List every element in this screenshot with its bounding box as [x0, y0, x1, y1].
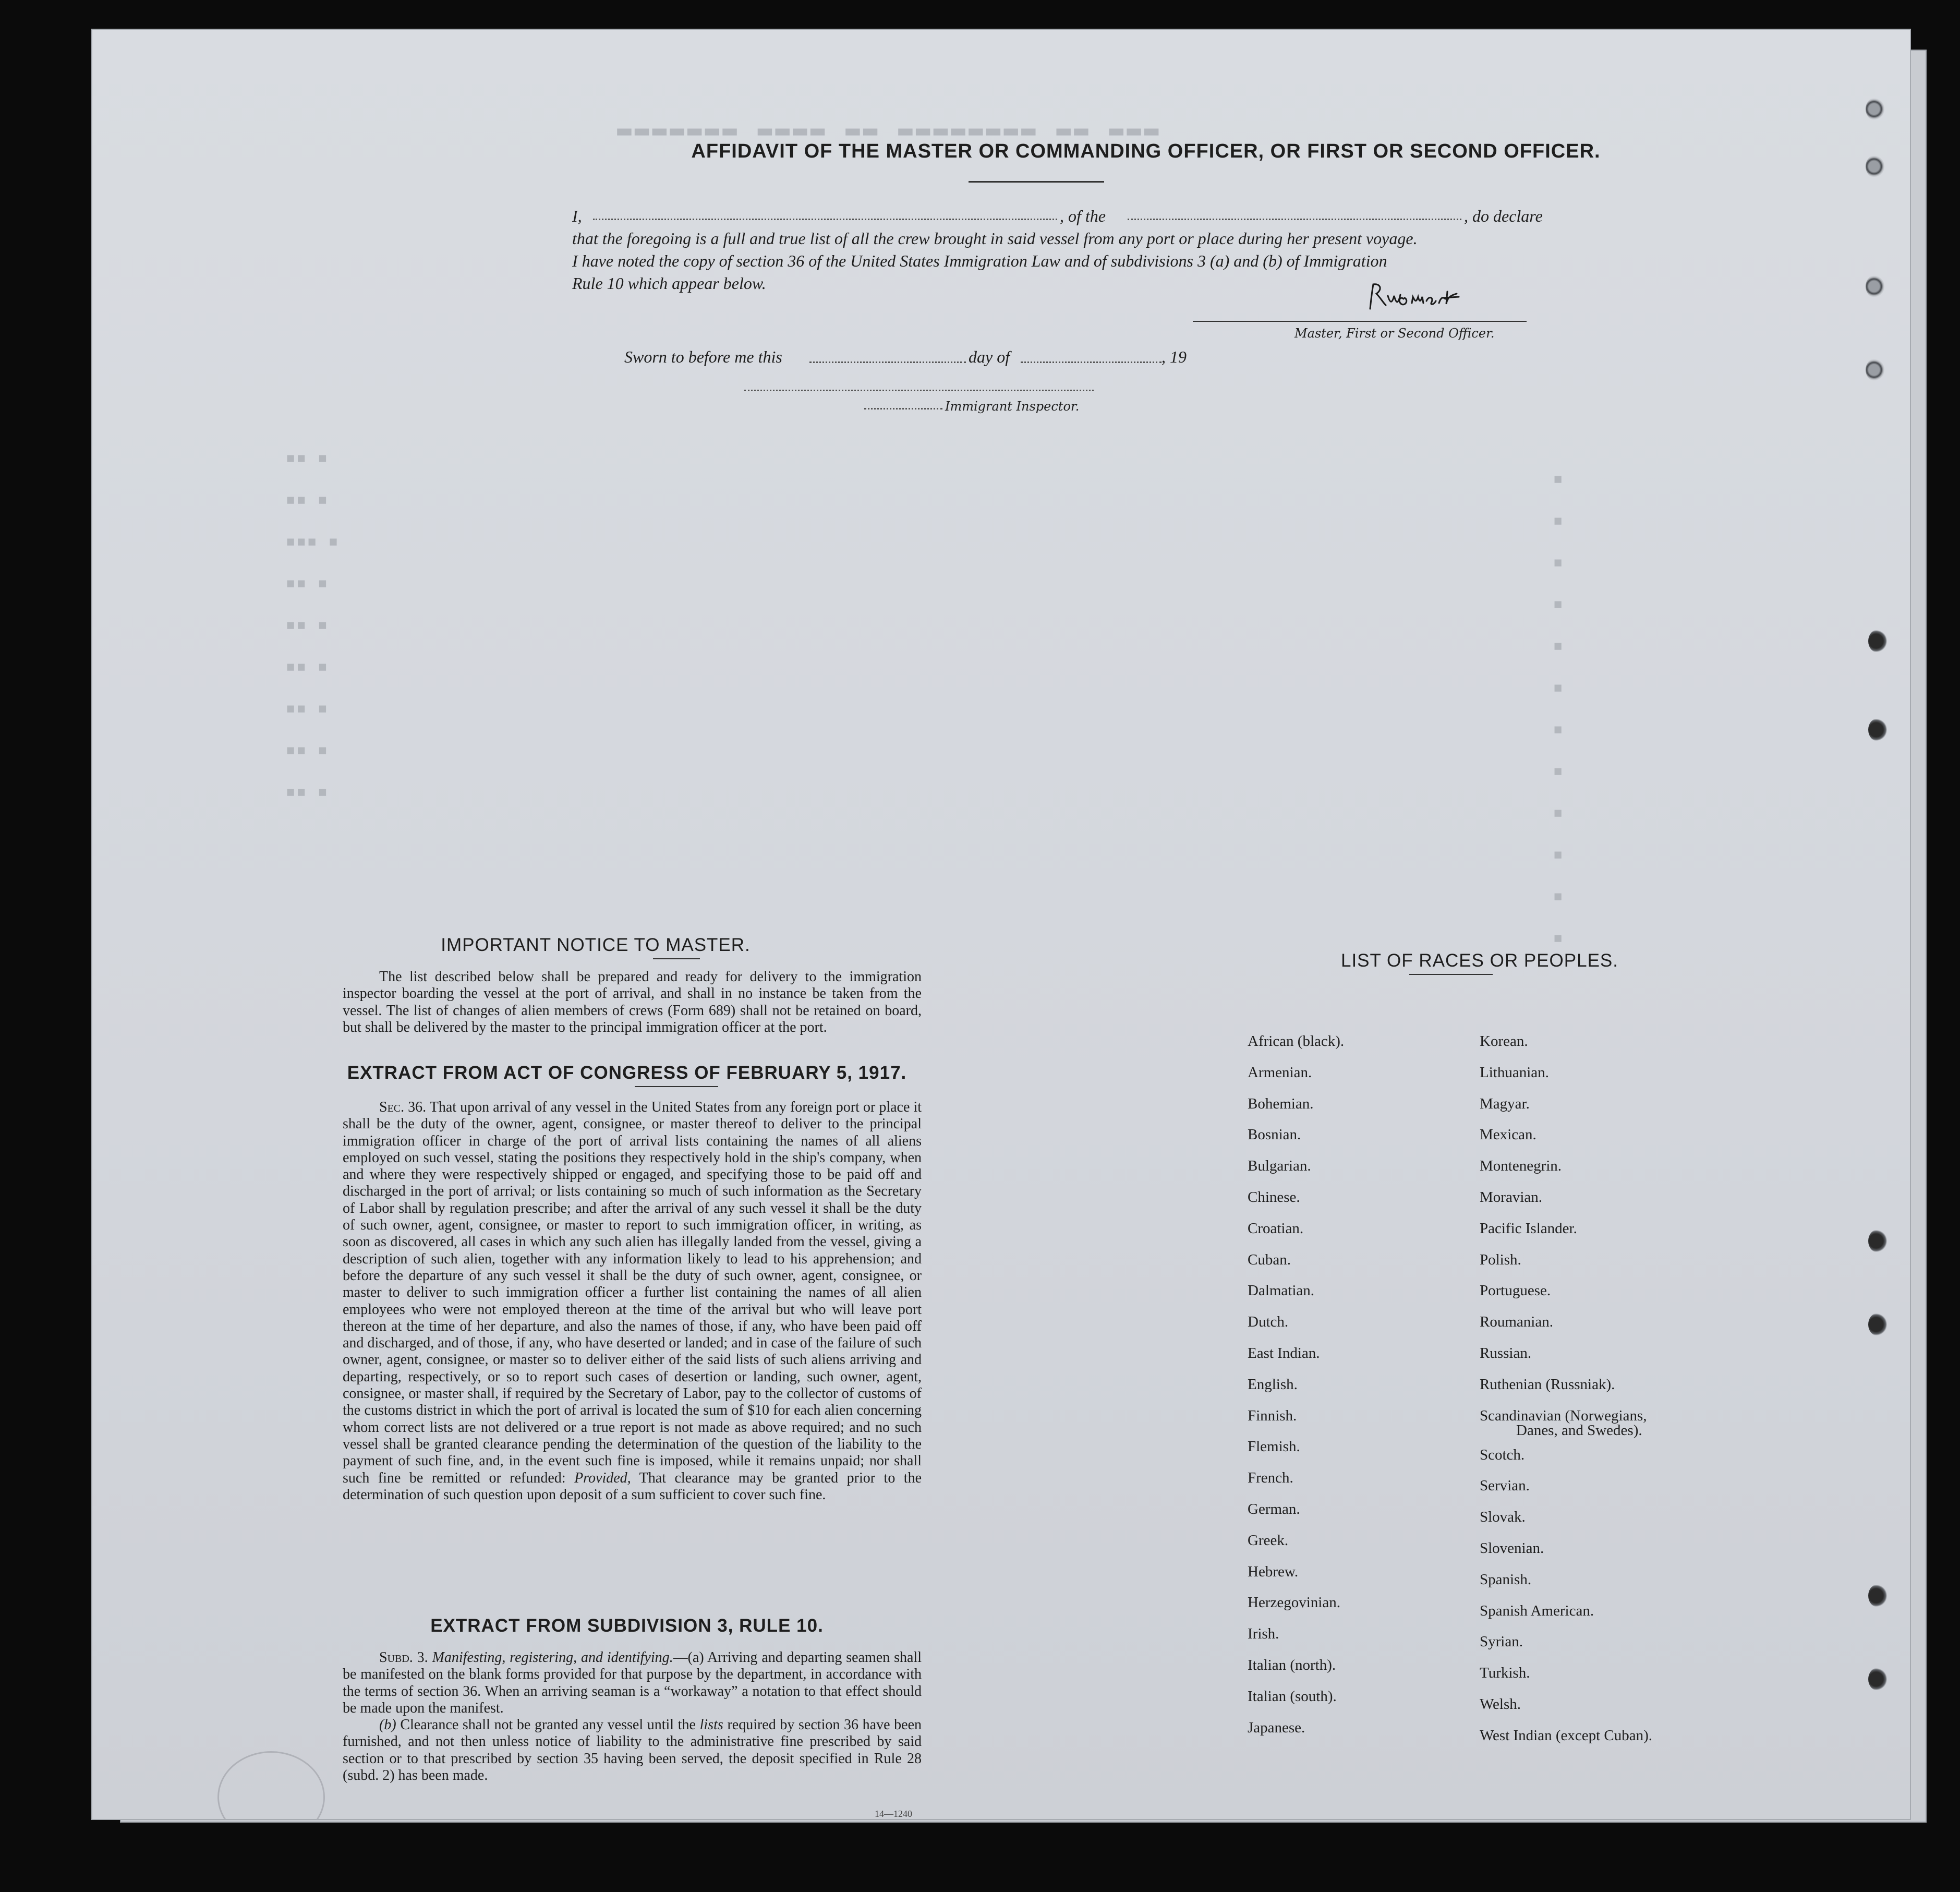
- sworn-label: Sworn to before me this: [624, 347, 782, 366]
- race-item: Croatian.: [1248, 1220, 1304, 1237]
- subd-para-b-lists: lists: [699, 1717, 723, 1733]
- races-title-underline: [1409, 974, 1493, 975]
- race-item: Syrian.: [1480, 1633, 1523, 1650]
- race-item: Bulgarian.: [1248, 1158, 1311, 1175]
- affidavit-do-declare-label: , do declare: [1464, 207, 1543, 225]
- race-item: Slovenian.: [1480, 1539, 1544, 1557]
- year-label: , 19: [1162, 347, 1187, 366]
- race-item: Greek.: [1248, 1532, 1289, 1549]
- notice-title-underline: [653, 958, 700, 959]
- bleed-through-col-left: ▪▪ ▪ ▪▪ ▪ ▪▪▪ ▪ ▪▪ ▪ ▪▪ ▪ ▪▪ ▪ ▪▪ ▪ ▪▪ ▪ ▪▪ ▪: [285, 447, 339, 802]
- races-title: LIST OF RACES OR PEOPLES.: [1340, 950, 1618, 971]
- race-item: Dalmatian.: [1248, 1282, 1315, 1299]
- binder-hole: [1866, 155, 1884, 178]
- subd-label: Subd. 3.: [379, 1649, 428, 1666]
- signature-caption: Master, First or Second Officer.: [1294, 326, 1495, 341]
- races-list-left: [1248, 1026, 1344, 1743]
- binder-hole: [1868, 1313, 1887, 1336]
- race-item: Portuguese.: [1480, 1282, 1551, 1299]
- subd-heading: Manifesting, registering, and identifying.: [432, 1649, 673, 1666]
- race-item: Ruthenian (Russniak).: [1480, 1376, 1615, 1393]
- affidavit-line-4: Rule 10 which appear below.: [572, 274, 766, 293]
- race-item: Danes, and Swedes).: [1516, 1421, 1642, 1439]
- name-blank[interactable]: [593, 219, 1057, 220]
- race-item: Magyar.: [1480, 1095, 1530, 1112]
- affidavit-line-2: that the foregoing is a full and true list of all the crew brought in said vessel from any port or place during her present voyage.: [572, 229, 1418, 248]
- sworn-day-blank[interactable]: [809, 361, 966, 363]
- day-of-label: day of: [969, 347, 1010, 366]
- vessel-blank[interactable]: [1128, 219, 1461, 220]
- affidavit-of-the-label: , of the: [1060, 207, 1106, 225]
- race-item: Spanish American.: [1480, 1602, 1594, 1619]
- inspector-caption: Immigrant Inspector.: [945, 399, 1080, 414]
- race-item: Bosnian.: [1248, 1126, 1301, 1143]
- subdivision-body: [343, 1649, 922, 1784]
- race-item: English.: [1248, 1376, 1298, 1393]
- race-item: Spanish.: [1480, 1571, 1532, 1588]
- sec-36-label: Sec. 36.: [379, 1099, 427, 1115]
- handwritten-signature: [1365, 280, 1506, 319]
- notice-body: The list described below shall be prepared and ready for delivery to the immigration inspector boarding the vessel at the port of arrival, and shall in no instance be taken from the vessel. The list of changes of alien members of crews (Form 689) shall not be retained on board, but shall be delivered by the master to the principal immigration officer at the port.: [343, 969, 922, 1035]
- race-item: Flemish.: [1248, 1438, 1300, 1455]
- race-item: Roumanian.: [1480, 1313, 1553, 1331]
- subd-para-b-start: Clearance shall not be granted any vessel until the: [400, 1717, 696, 1733]
- binder-hole: [1868, 1230, 1887, 1252]
- race-item: German.: [1248, 1500, 1300, 1517]
- binder-hole: [1866, 358, 1884, 381]
- races-list-right: [1480, 1026, 1652, 1752]
- race-item: Slovak.: [1480, 1509, 1526, 1526]
- race-item: Montenegrin.: [1480, 1158, 1562, 1175]
- race-item: Polish.: [1480, 1251, 1521, 1268]
- affidavit-line-3: I have noted the copy of section 36 of the United States Immigration Law and of subdivisions 3 (a) and (b) of Immigration: [572, 251, 1387, 270]
- race-item: Mexican.: [1480, 1126, 1536, 1143]
- race-item: Italian (south).: [1248, 1688, 1337, 1705]
- race-item: Chinese.: [1248, 1188, 1300, 1206]
- binder-hole: [1868, 718, 1887, 741]
- form-number: 14—1240: [875, 1809, 912, 1819]
- bleed-through-heading: ▬▬▬ ▬▬ ▬▬▬▬▬▬▬▬ ▬▬ ▬▬▬▬ ▬▬▬▬▬▬▬: [614, 116, 1159, 144]
- race-item: Bohemian.: [1248, 1095, 1314, 1112]
- subd-para-a: —(a) Arriving and departing seamen shall be manifested on the blank forms provided for that purpose by the department, in accordance with the terms of section 36. When an arriving seaman is a “workaway” a notation to that effect should be made upon the manifest.: [343, 1649, 922, 1716]
- race-item: East Indian.: [1248, 1344, 1320, 1361]
- title-underline: [969, 181, 1104, 183]
- race-item: Hebrew.: [1248, 1563, 1299, 1580]
- subd-para-b-label: (b): [379, 1717, 396, 1733]
- race-item: Armenian.: [1248, 1064, 1312, 1081]
- race-item: Scotch.: [1480, 1446, 1525, 1463]
- race-item: Finnish.: [1248, 1407, 1297, 1424]
- binder-hole: [1866, 275, 1884, 298]
- race-item: French.: [1248, 1469, 1293, 1487]
- sec-36-text: That upon arrival of any vessel in the United States from any foreign port or place it shall be the duty of the owner, agent, consignee, or master thereof to deliver to the principal immigration officer in charge of the port of arrival lists containing the names of all aliens employed on such vessel, stating the positions they respectively hold in the ship's company, when and where they were respectively shipped or engaged, and specifying those to be paid off and discharged in the port of arrival; or lists containing so much of such information as the Secretary of Labor shall by regulation prescribe; and after the arrival of any such vessel it shall be the duty of such owner, agent, consignee, or master to report to such immigration officer, in writing, as soon as discovered, all cases in which any such alien has illegally landed from the vessel, giving a description of such alien, together with any information likely to lead to his apprehension; and before the departure of any such vessel it shall be the duty of such owner, agent, consignee, or master to deliver to such immigration officer a further list containing the names of all alien employees who were not employed thereon at the time of the arrival but who will leave port thereon at the time of her departure, and also the names of those, if any, who have been paid off and discharged, and of those, if any, who have deserted or landed; and in case of the failure of such owner, agent, consignee, or master so to deliver either of the said lists of such aliens arriving and departing, respectively, or so to report such cases of desertion or landing, such owner, agent, consignee, or master shall, if required by the Secretary of Labor, pay to the collector of customs of the customs district in which the port of arrival is located the sum of $10 for each alien concerning whom correct lists are not delivered or a true report is not made as above required; and no such vessel shall be granted clearance pending the determination of the question of the liability to the payment of such fine, and, in the event such fine is imposed, while it remains unpaid; nor shall such fine be remitted or refunded:: [343, 1099, 922, 1486]
- sec-36-text-end: That clearance may be granted prior to the determination of such question upon deposit of a sum sufficient to cover such fine.: [343, 1469, 922, 1503]
- act-title-underline: [635, 1086, 718, 1087]
- binder-hole: [1868, 1584, 1887, 1607]
- notice-title: IMPORTANT NOTICE TO MASTER.: [441, 935, 751, 955]
- race-item: Turkish.: [1480, 1665, 1530, 1682]
- inspector-blank[interactable]: [744, 390, 1094, 391]
- race-item: Lithuanian.: [1480, 1064, 1549, 1081]
- act-section-36: [343, 1099, 922, 1503]
- race-item: Pacific Islander.: [1480, 1220, 1577, 1237]
- inspector-blank-short[interactable]: [864, 408, 942, 409]
- race-item: Herzegovinian.: [1248, 1594, 1340, 1611]
- race-item: Korean.: [1480, 1033, 1528, 1050]
- race-item: Russian.: [1480, 1344, 1532, 1361]
- race-item: West Indian (except Cuban).: [1480, 1727, 1653, 1744]
- act-title: EXTRACT FROM ACT OF CONGRESS OF FEBRUARY 5, 1917.: [347, 1063, 907, 1083]
- race-item: Japanese.: [1248, 1719, 1305, 1736]
- affidavit-title: AFFIDAVIT OF THE MASTER OR COMMANDING OFFICER, OR FIRST OR SECOND OFFICER.: [691, 140, 1601, 162]
- subd-para-b-end: required by section 36 have been furnished, and not then unless notice of liability to the administrative fine prescribed by said section or to that prescribed by section 35 having been served, the deposit specified in Rule 28 (subd. 2) has been made.: [343, 1717, 922, 1784]
- race-item: Scandinavian (Norwegians,: [1480, 1407, 1647, 1424]
- binder-hole: [1868, 1668, 1887, 1691]
- binder-hole: [1866, 98, 1884, 120]
- race-item: Dutch.: [1248, 1313, 1289, 1331]
- race-item: Irish.: [1248, 1625, 1279, 1643]
- affidavit-i-label: I,: [572, 207, 582, 225]
- binder-hole: [1868, 630, 1887, 653]
- sworn-month-blank[interactable]: [1021, 361, 1162, 363]
- subdivision-title: EXTRACT FROM SUBDIVISION 3, RULE 10.: [430, 1616, 824, 1636]
- race-item: Welsh.: [1480, 1695, 1521, 1713]
- race-item: Servian.: [1480, 1477, 1530, 1495]
- race-item: Italian (north).: [1248, 1656, 1336, 1673]
- race-item: African (black).: [1248, 1033, 1345, 1050]
- race-item: Moravian.: [1480, 1188, 1542, 1206]
- bleed-through-col: ▪ ▪ ▪ ▪ ▪ ▪ ▪ ▪ ▪ ▪ ▪ ▪: [1553, 468, 1564, 948]
- faint-stamp: [217, 1751, 325, 1820]
- provided-word: Provided,: [574, 1469, 631, 1486]
- race-item: Cuban.: [1248, 1251, 1291, 1268]
- document-page: [91, 29, 1911, 1820]
